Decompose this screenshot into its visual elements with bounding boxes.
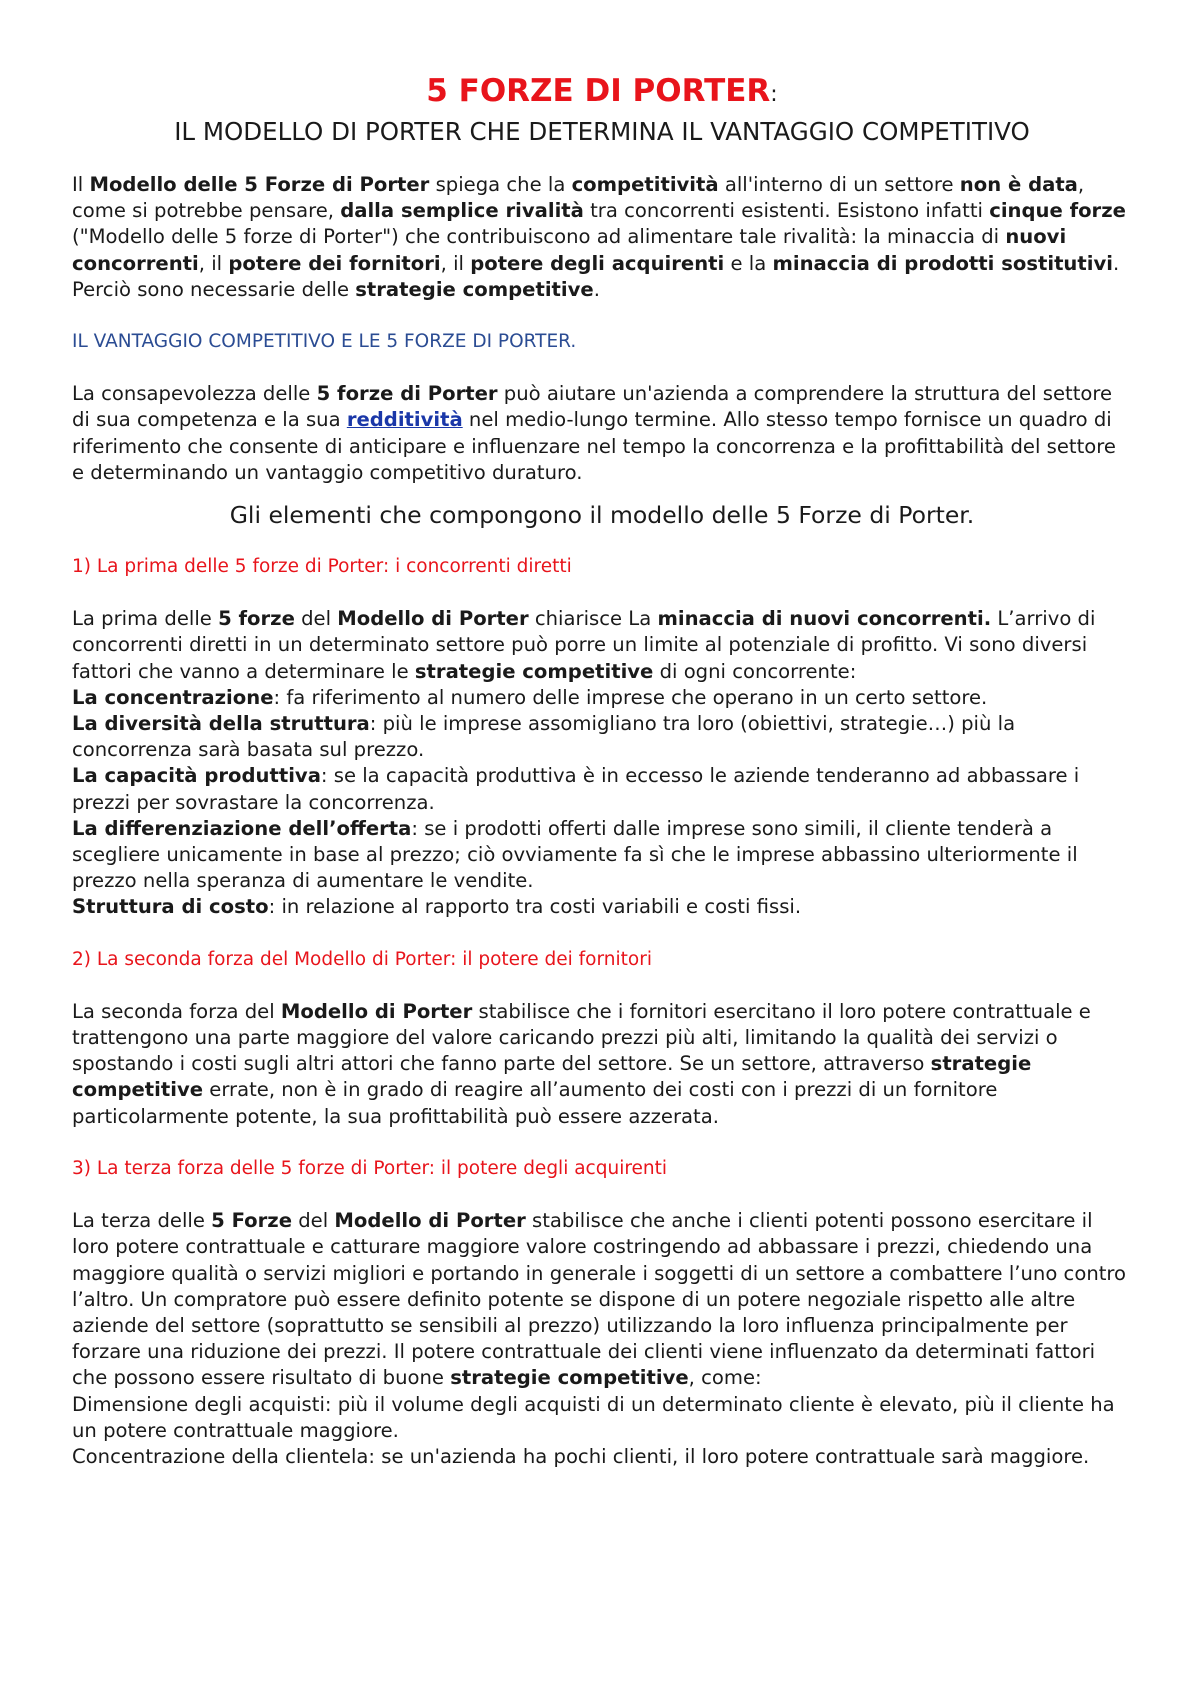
list-item: La diversità della struttura: più le imprese assomigliano tra loro (obiettivi, strategie…) più la concorrenza sarà basata sul prezzo.: [72, 712, 1016, 762]
document-content: [72, 72, 1132, 1470]
redditivita-link[interactable]: redditività: [346, 408, 463, 432]
list-item: Concentrazione della clientela: se un'azienda ha pochi clienti, il loro potere contrattuale sarà maggiore.: [72, 1444, 1090, 1468]
list-item: La capacità produttiva: se la capacità produttiva è in eccesso le aziende tenderanno ad abbassare i prezzi per sovrastare la concorrenza.: [72, 764, 1080, 814]
force3-paragraph: La terza delle 5 Forze del Modello di Porter stabilisce che anche i clienti potenti possono esercitare il loro potere contrattuale e catturare maggiore valore costringendo ad abbassare i prezzi, chiedendo una maggiore qualità o servizi migliori e portando in generale i soggetti di un settore a combattere l’uno contro l’altro. Un compratore può essere definito potente se dispone di un potere negoziale rispetto alle altre aziende del settore (soprattutto se sensibili al prezzo) utilizzando la loro influenza principalmente per forzare una riduzione dei prezzi. Il potere contrattuale dei clienti viene influenzato da determinati fattori che possono essere risultato di buone strategie competitive, come:: [72, 1209, 1127, 1390]
vantaggio-paragraph: La consapevolezza delle 5 forze di Porter può aiutare un'azienda a comprendere la struttura del settore di sua competenza e la sua redditività nel medio-lungo termine. Allo stesso tempo fornisce un quadro di riferimento che consente di anticipare e influenzare nel tempo la concorrenza e la profittabilità del settore e determinando un vantaggio competitivo duraturo.: [72, 382, 1116, 484]
list-item: Struttura di costo: in relazione al rapporto tra costi variabili e costi fissi.: [72, 895, 802, 919]
list-item: Dimensione degli acquisti: più il volume degli acquisti di un determinato cliente è elevato, più il cliente ha un potere contrattuale maggiore.: [72, 1392, 1115, 1442]
force2-heading: 2) La seconda forza del Modello di Porter: il potere dei fornitori: [72, 948, 652, 970]
title-colon: :: [770, 82, 778, 107]
vantaggio-heading: IL VANTAGGIO COMPETITIVO E LE 5 FORZE DI PORTER.: [72, 331, 577, 353]
page-title: 5 FORZE DI PORTER:: [426, 73, 778, 109]
list-item: La differenziazione dell’offerta: se i prodotti offerti dalle imprese sono simili, il cliente tenderà a scegliere unicamente in base al prezzo; ciò ovviamente fa sì che le imprese abbassino ulteriormente il prezzo nella speranza di aumentare le vendite.: [72, 816, 1078, 893]
intro-paragraph: Il Modello delle 5 Forze di Porter spiega che la competitività all'interno di un settore non è data, come si potrebbe pensare, dalla semplice rivalità tra concorrenti esistenti. Esistono infatti cinque forze ("Modello delle 5 forze di Porter") che contribuiscono ad alimentare tale rivalità: la minaccia di nuovi concorrenti, il potere dei fornitori, il potere degli acquirenti e la minaccia di prodotti sostitutivi. Perciò sono necessarie delle strategie competitive.: [72, 173, 1126, 301]
force2-paragraph: La seconda forza del Modello di Porter stabilisce che i fornitori esercitano il loro potere contrattuale e trattengono una parte maggiore del valore caricando prezzi più alti, limitando la qualità dei servizi o spostando i costi sugli altri attori che fanno parte del settore. Se un settore, attraverso strategie competitive errate, non è in grado di reagire all’aumento dei costi con i prezzi di un fornitore particolarmente potente, la sua profittabilità può essere azzerata.: [72, 999, 1091, 1128]
list-item: La concentrazione: fa riferimento al numero delle imprese che operano in un certo settore.: [72, 685, 988, 709]
elements-heading: Gli elementi che compongono il modello delle 5 Forze di Porter.: [229, 501, 975, 530]
force1-paragraph: La prima delle 5 forze del Modello di Porter chiarisce La minaccia di nuovi concorrenti. L’arrivo di concorrenti diretti in un determinato settore può porre un limite al potenziale di profitto. Vi sono diversi fattori che vanno a determinare le strategie competitive di ogni concorrente:: [72, 607, 1096, 683]
force3-heading: 3) La terza forza delle 5 forze di Porter: il potere degli acquirenti: [72, 1157, 668, 1179]
page-subtitle: IL MODELLO DI PORTER CHE DETERMINA IL VANTAGGIO COMPETITIVO: [174, 117, 1030, 146]
force1-heading: 1) La prima delle 5 forze di Porter: i concorrenti diretti: [72, 556, 572, 578]
